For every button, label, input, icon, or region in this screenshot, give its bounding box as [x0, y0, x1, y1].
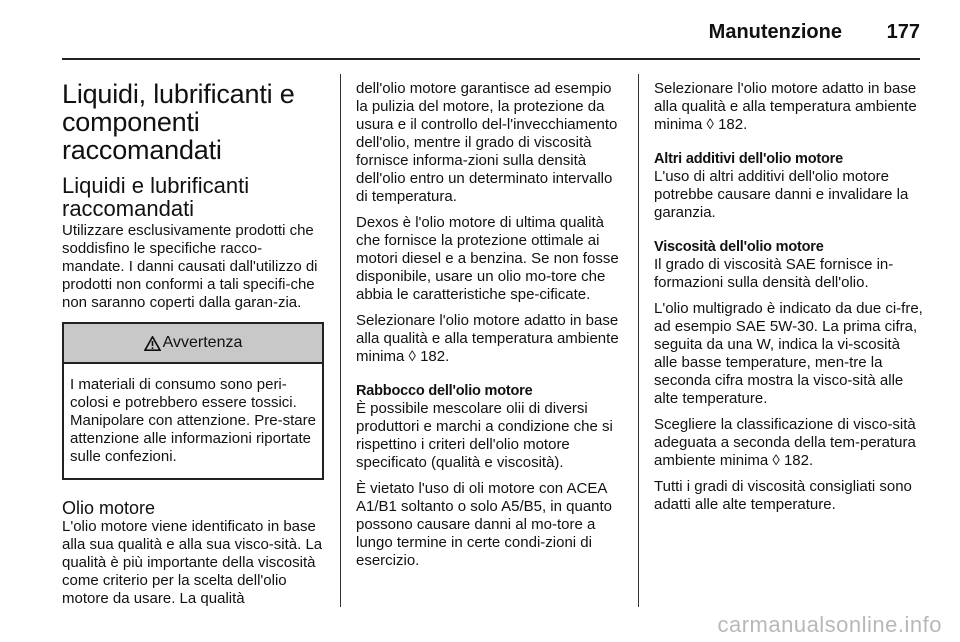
oil-paragraph: L'olio motore viene identificato in base alla sua qualità e alla sua visco-sità. La qualità è più importante della viscosità come criterio per la scelta dell'olio motore da usare. La qualità [62, 518, 323, 607]
page-number: 177 [886, 21, 920, 43]
warning-title: Avvertenza [162, 334, 243, 351]
paragraph: dell'olio motore garantisce ad esempio la pulizia del motore, la protezione da usura e il controllo del-l'invecchiamento dell'olio, mentre il grado di viscosità fornisce informa-zioni sulla densità dell'olio entro un determinato intervallo di temperatura. [356, 80, 618, 205]
column-divider [638, 74, 639, 607]
paragraph: È vietato l'uso di oli motore con ACEA A1/B1 soltanto o solo A5/B5, in quanto possono causare danni al mo-tore a lungo termine in certe condi-zioni di esercizio. [356, 480, 613, 569]
column-right [654, 80, 924, 522]
paragraph: L'olio multigrado è indicato da due ci-fre, ad esempio SAE 5W-30. La prima cifra, seguita da una W, indica la vi-scosità alle basse temperature, men-tre la seconda cifra mostra la visco-sità alle alte temperature. [654, 300, 923, 407]
column-left [62, 80, 324, 616]
paragraph: Selezionare l'olio motore adatto in base alla qualità e alla temperatura ambiente minima ◊ 182. [356, 312, 619, 365]
paragraph: È possibile mescolare olii di diversi produttori e marchi a condizione che si rispettino i criteri dell'olio motore specificato (qualità e viscosità). [356, 400, 613, 471]
page-header [62, 20, 920, 58]
paragraph: Dexos è l'olio motore di ultima qualità che fornisce la protezione ottimale ai motori diesel e a benzina. Se non fosse disponibile, usare un olio mo-tore che abbia le caratteristiche spe-cificate. [356, 214, 619, 303]
paragraph: L'uso di altri additivi dell'olio motore potrebbe causare danni e invalidare la garanzia. [654, 168, 909, 221]
header-title: Manutenzione [708, 21, 842, 43]
paragraph: Tutti i gradi di viscosità consigliati sono adatti alle alte temperature. [654, 478, 912, 513]
paragraph: Scegliere la classificazione di visco-sità adeguata a seconda della tem-peratura ambiente minima ◊ 182. [654, 416, 916, 469]
viscosity-heading: Viscosità dell'olio motore [654, 239, 824, 255]
intro-paragraph: Utilizzare esclusivamente prodotti che soddisfino le specifiche racco-mandate. I danni causati dall'utilizzo di prodotti non conformi a tali specifi-che non saranno coperti dalla garan-zia. [62, 222, 318, 311]
refill-heading: Rabbocco dell'olio motore [356, 383, 533, 399]
warning-triangle-icon [144, 336, 161, 351]
column-middle [356, 80, 626, 578]
section-heading: Liquidi e lubrificanti raccomandati [62, 173, 250, 221]
warning-text: I materiali di consumo sono peri-colosi e potrebbero essere tossici. Manipolare con attenzione. Pre-stare attenzione alle informazioni riportate sulle confezioni. [70, 376, 316, 465]
page-title: Liquidi, lubrificanti e componenti raccomandati [62, 79, 295, 165]
oil-heading: Olio motore [62, 498, 156, 518]
paragraph: Selezionare l'olio motore adatto in base alla qualità e alla temperatura ambiente minima ◊ 182. [654, 80, 917, 133]
watermark: carmanualsonline.info [717, 612, 942, 637]
warning-header [64, 324, 322, 364]
column-divider [340, 74, 341, 607]
header-rule [62, 58, 920, 60]
paragraph: Il grado di viscosità SAE fornisce in-formazioni sulla densità dell'olio. [654, 256, 894, 291]
additives-heading: Altri additivi dell'olio motore [654, 151, 843, 167]
warning-box [62, 322, 324, 480]
